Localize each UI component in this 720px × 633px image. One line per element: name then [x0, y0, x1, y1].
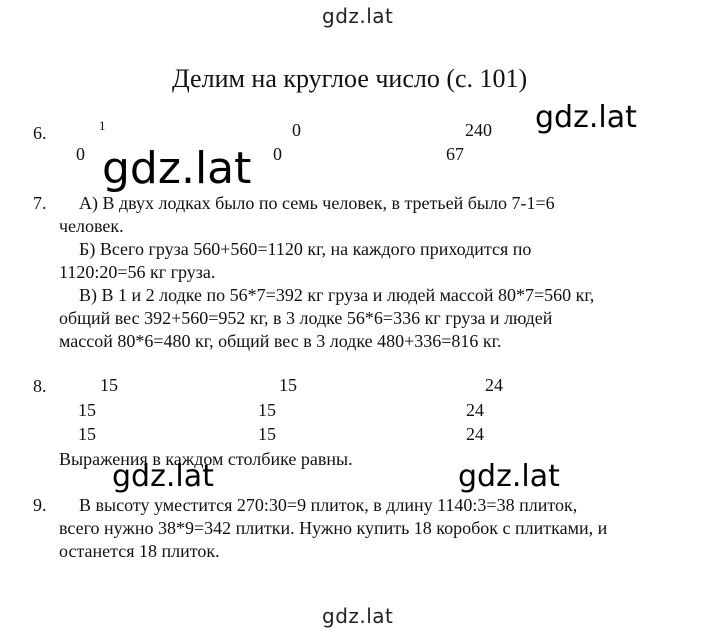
exercise-7-line: В) В 1 и 2 лодке по 56*7=392 кг груза и людей массой 80*7=560 кг,: [79, 285, 595, 305]
exercise-6-cell: 0: [273, 144, 282, 164]
exercise-7-line: общий вес 392+560=952 кг, в 3 лодке 56*6=336 кг груза и людей: [59, 308, 553, 328]
exercise-7-line: массой 80*6=480 кг, общий вес в 3 лодке 480+336=816 кг.: [59, 331, 502, 351]
exercise-7-line: А) В двух лодках было по семь человек, в третьей было 7-1=6: [79, 193, 555, 213]
exercise-7-number: 7.: [33, 193, 47, 213]
exercise-6-cell: 67: [446, 144, 464, 164]
exercise-7-line: 1120:20=56 кг груза.: [59, 262, 216, 282]
exercise-8-cell: 15: [279, 375, 297, 395]
watermark-bottom: gdz.lat: [322, 604, 394, 628]
page-title: Делим на круглое число (с. 101): [172, 64, 528, 93]
exercise-8-cell: 15: [100, 375, 118, 395]
watermark-overlay: gdz.lat: [102, 143, 252, 194]
exercise-6-cell: 240: [465, 120, 492, 140]
exercise-8-cell: 15: [78, 400, 96, 420]
watermark-overlay: gdz.lat: [535, 100, 637, 135]
exercise-6-cell: 0: [292, 120, 301, 140]
exercise-9-line: всего нужно 38*9=342 плитки. Нужно купить 18 коробок с плитками, и: [59, 518, 608, 538]
watermark-overlay: gdz.lat: [112, 459, 214, 494]
exercise-6-cell: 0: [76, 144, 85, 164]
exercise-6-number: 6.: [33, 123, 47, 143]
exercise-8-cell: 24: [466, 424, 484, 444]
exercise-8-conclusion: Выражения в каждом столбике равны.: [59, 449, 353, 469]
watermark-top: gdz.lat: [322, 4, 394, 28]
exercise-8-cell: 15: [78, 424, 96, 444]
exercise-8-cell: 15: [258, 400, 276, 420]
exercise-8-cell: 24: [485, 375, 503, 395]
exercise-9-line: В высоту уместится 270:30=9 плиток, в длину 1140:3=38 плиток,: [79, 495, 578, 515]
exercise-8-cell: 24: [466, 400, 484, 420]
exercise-7-line: Б) Всего груза 560+560=1120 кг, на каждого приходится по: [79, 239, 532, 259]
exercise-8-cell: 15: [258, 424, 276, 444]
exercise-8-number: 8.: [33, 376, 47, 396]
exercise-7-line: человек.: [59, 216, 124, 236]
watermark-overlay: gdz.lat: [458, 459, 560, 494]
exercise-6-cell: 1: [99, 118, 106, 133]
exercise-9-line: останется 18 плиток.: [59, 541, 220, 561]
exercise-9-number: 9.: [33, 495, 47, 515]
